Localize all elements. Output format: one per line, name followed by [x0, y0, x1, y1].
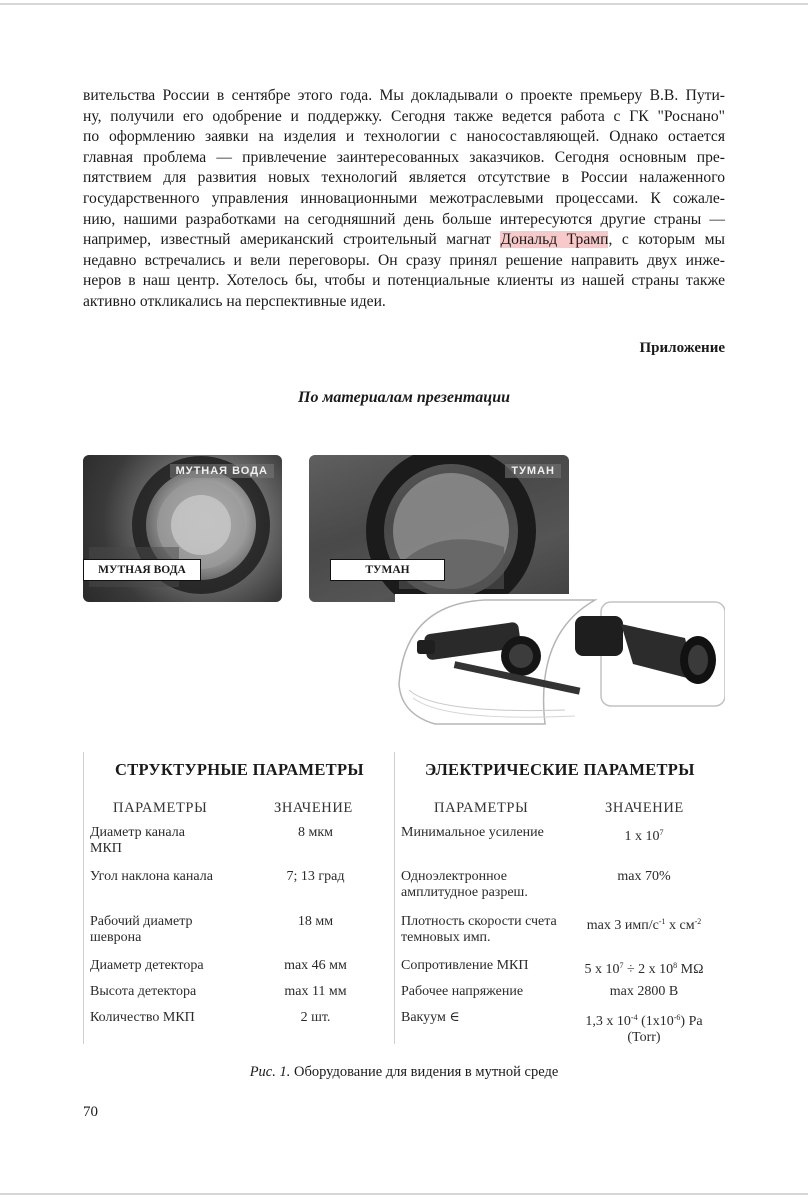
structural-param: Рабочий диаметр шеврона — [90, 914, 193, 945]
page-number: 70 — [83, 1104, 98, 1120]
electrical-param: Вакуум ∈ — [401, 1010, 460, 1025]
exponent: -4 — [630, 1013, 638, 1022]
electrical-value: max 70% — [617, 869, 671, 884]
value-text: ÷ 2 x 10 — [623, 962, 674, 977]
structural-param: Угол наклона канала — [90, 869, 213, 884]
text-line: главная проблема — привлечение заинтересованных заказчиков. Сегодня основным пре- — [83, 148, 725, 166]
highlighted-name[interactable]: Дональд Трамп — [500, 231, 609, 249]
electrical-param: Рабочее напряжение — [401, 984, 524, 999]
text-line: неров в наш центр. Хотелось бы, чтобы и потенциальные клиенты из нашей страны также — [83, 272, 725, 290]
night-vision-devices-image — [395, 594, 725, 726]
structural-param: Диаметр детектора — [90, 958, 204, 973]
electrical-value: max 2800 В — [609, 984, 679, 999]
structural-value: 18 мм — [297, 914, 334, 929]
structural-col-param: ПАРАМЕТРЫ — [113, 800, 208, 816]
electrical-param: Плотность скорости счета темновых имп. — [401, 914, 557, 945]
appendix-heading: Приложение — [639, 340, 725, 356]
table-divider — [394, 752, 395, 1044]
structural-value: 8 мкм — [297, 825, 334, 840]
photo-tag-fog: ТУМАН — [505, 464, 561, 478]
value-text: 1,3 x 10 — [585, 1014, 631, 1029]
structural-value: 2 шт. — [300, 1010, 331, 1025]
electrical-col-value: ЗНАЧЕНИЕ — [605, 800, 684, 816]
electrical-col-param: ПАРАМЕТРЫ — [434, 800, 529, 816]
structural-col-value: ЗНАЧЕНИЕ — [274, 800, 353, 816]
structural-param: Количество МКП — [90, 1010, 195, 1025]
structural-value: max 11 мм — [284, 984, 347, 999]
photo-tag-turbid-water: МУТНАЯ ВОДА — [170, 464, 274, 478]
value-text: 5 x 10 — [584, 962, 620, 977]
exponent: 8 — [673, 961, 678, 970]
exponent: -6 — [673, 1013, 681, 1022]
label-turbid-water: МУТНАЯ ВОДА — [83, 559, 201, 581]
parameters-tables — [83, 752, 725, 1044]
value-text: ) Pa — [680, 1014, 703, 1029]
value-text: x см — [665, 918, 695, 933]
value-text: max 3 имп/с — [586, 918, 659, 933]
exponent: -2 — [694, 917, 702, 926]
figure-number: Рис. 1. — [249, 1064, 291, 1080]
exponent: -1 — [658, 917, 666, 926]
electrical-value — [563, 914, 725, 934]
body-paragraph — [83, 86, 725, 313]
electrical-value — [563, 958, 725, 978]
text-line: вительства России в сентябре этого года. Мы докладывали о проекте премьеру В.В. Пути- — [83, 87, 725, 104]
text-after-highlight: , с которым мы — [608, 231, 725, 249]
devices-graphic — [395, 594, 725, 726]
text-line: ну, получили его одобрение и поддержку. Сегодня также ведется работа с ГК "Роснано" — [83, 107, 725, 125]
text-before-highlight: например, известный американский строительный магнат — [83, 231, 501, 249]
value-text: 1 x 10 — [624, 829, 660, 844]
electrical-params-title: ЭЛЕКТРИЧЕСКИЕ ПАРАМЕТРЫ — [425, 760, 695, 779]
electrical-value — [563, 1010, 725, 1046]
bottom-border — [0, 1193, 808, 1195]
top-border — [0, 3, 808, 5]
electrical-param: Минимальное усиление — [401, 825, 544, 840]
exponent: 7 — [619, 961, 624, 970]
label-fog: ТУМАН — [330, 559, 445, 581]
structural-value: 7; 13 град — [286, 869, 345, 884]
text-line: недавно встречались и вели переговоры. Он сразу принял решение направить двух инже- — [83, 251, 725, 269]
value-text: MΩ — [677, 962, 704, 977]
text-line-highlighted — [83, 230, 725, 251]
structural-param: Диаметр канала МКП — [90, 825, 185, 856]
value-text: (1x10 — [637, 1014, 674, 1029]
text-line: нию, нашими разработками на сегодняшний день больше интересуются другие страны — — [83, 210, 725, 228]
text-line: по оформлению заявки на изделия и технологии с наносоставляющей. Однако остается — [83, 128, 725, 146]
structural-params-title: СТРУКТУРНЫЕ ПАРАМЕТРЫ — [115, 760, 364, 779]
text-line: государственного управления инновационными межотраслевыми процессами. К сожале- — [83, 189, 725, 207]
electrical-value — [563, 825, 725, 845]
text-line: пятствием для развития новых технологий является отсутствие в России налаженного — [83, 169, 725, 187]
table-left-border — [83, 752, 84, 1044]
electrical-param: Сопротивление МКП — [401, 958, 529, 973]
structural-param: Высота детектора — [90, 984, 197, 999]
electrical-param: Одноэлектронное амплитудное разреш. — [401, 869, 528, 900]
caption-text: Оборудование для видения в мутной среде — [290, 1064, 559, 1080]
structural-value: max 46 мм — [284, 958, 347, 973]
section-subtitle: По материалам презентации — [298, 389, 510, 406]
exponent: 7 — [659, 828, 664, 837]
value-text: (Torr) — [627, 1030, 661, 1045]
text-line-last: активно откликались на перспективные идеи. — [83, 292, 386, 310]
figure-caption — [0, 1064, 808, 1081]
